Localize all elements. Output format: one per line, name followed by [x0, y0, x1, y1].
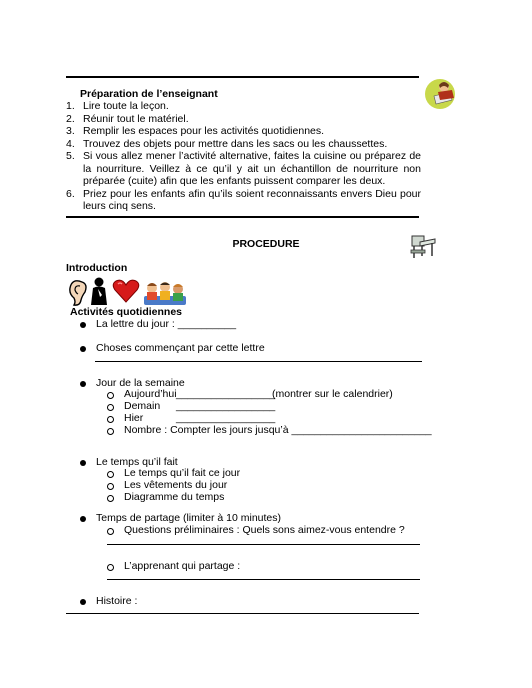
sub-bullet	[107, 483, 114, 490]
yesterday-label: Hier	[124, 412, 144, 424]
prep-list	[66, 100, 421, 213]
ear-icon	[66, 278, 88, 306]
weather-clothes: Les vêtements du jour	[124, 479, 228, 491]
bullet	[80, 322, 86, 328]
bullet	[80, 599, 86, 605]
bullet	[80, 346, 86, 352]
sub-bullet	[107, 404, 114, 411]
top-divider	[66, 76, 419, 78]
answer-line	[107, 579, 420, 580]
sub-bullet	[107, 564, 114, 571]
list-item: 3. Remplir les espaces pour les activités quotidiennes.	[66, 125, 325, 137]
procedure-divider	[66, 216, 419, 218]
bullet	[80, 516, 86, 522]
list-item: 1. Lire toute la leçon.	[66, 100, 169, 112]
heart-icon	[112, 278, 140, 304]
weather-label: Le temps qu’il fait	[96, 456, 178, 468]
praying-person-icon	[88, 277, 110, 307]
list-item: 4. Trouvez des objets pour mettre dans les sacs ou les chaussettes.	[66, 137, 388, 150]
sharing-learner: L’apprenant qui partage :	[124, 560, 241, 572]
sub-bullet	[107, 428, 114, 435]
answer-line	[107, 544, 420, 545]
count-days: Nombre : Compter les jours jusqu’à ________________________	[124, 424, 432, 436]
intro-title: Introduction	[66, 262, 128, 274]
yesterday-blank: _________________	[176, 412, 276, 424]
sharing-label: Temps de partage (limiter à 10 minutes)	[96, 512, 281, 524]
daily-activities-title: Activités quotidiennes	[70, 306, 183, 318]
school-desk-icon	[408, 232, 438, 260]
sub-bullet	[107, 495, 114, 502]
children-group-icon	[142, 280, 188, 306]
weekday-label: Jour de la semaine	[96, 377, 185, 389]
teacher-reading-icon	[424, 76, 460, 112]
story-label: Histoire :	[96, 595, 138, 607]
sub-bullet	[107, 416, 114, 423]
today-blank: _________________	[176, 388, 276, 400]
procedure-title: PROCEDURE	[232, 238, 300, 250]
weather-chart: Diagramme du temps	[124, 491, 225, 503]
today-label: Aujourd’hui	[124, 388, 177, 400]
tomorrow-blank: _________________	[176, 400, 276, 412]
prep-title: Préparation de l’enseignant	[80, 88, 218, 100]
letter-of-day: La lettre du jour : __________	[96, 318, 237, 330]
answer-line	[95, 361, 422, 362]
sub-bullet	[107, 392, 114, 399]
things-starting-letter: Choses commençant par cette lettre	[96, 342, 265, 354]
sub-bullet	[107, 528, 114, 535]
list-item: 2. Réunir tout le matériel.	[66, 112, 189, 125]
today-note: (montrer sur le calendrier)	[272, 388, 393, 400]
list-item: 6. Priez pour les enfants afin qu’ils soient reconnaissants envers Dieu pour leurs cinq sens.	[66, 187, 421, 212]
bullet	[80, 381, 86, 387]
sub-bullet	[107, 471, 114, 478]
weather-today: Le temps qu’il fait ce jour	[124, 467, 241, 479]
bullet	[80, 460, 86, 466]
sharing-question: Questions préliminaires : Quels sons aimez-vous entendre ?	[124, 524, 405, 536]
answer-line	[66, 613, 419, 614]
list-item: 5. Si vous allez mener l’activité alternative, faites la cuisine ou préparez de la nourriture. Veillez à ce qu’il y ait un échantillon de nourriture non préparée (cuite) afin que les enfants puissent comparer les deux.	[66, 150, 421, 187]
tomorrow-label: Demain	[124, 400, 161, 412]
